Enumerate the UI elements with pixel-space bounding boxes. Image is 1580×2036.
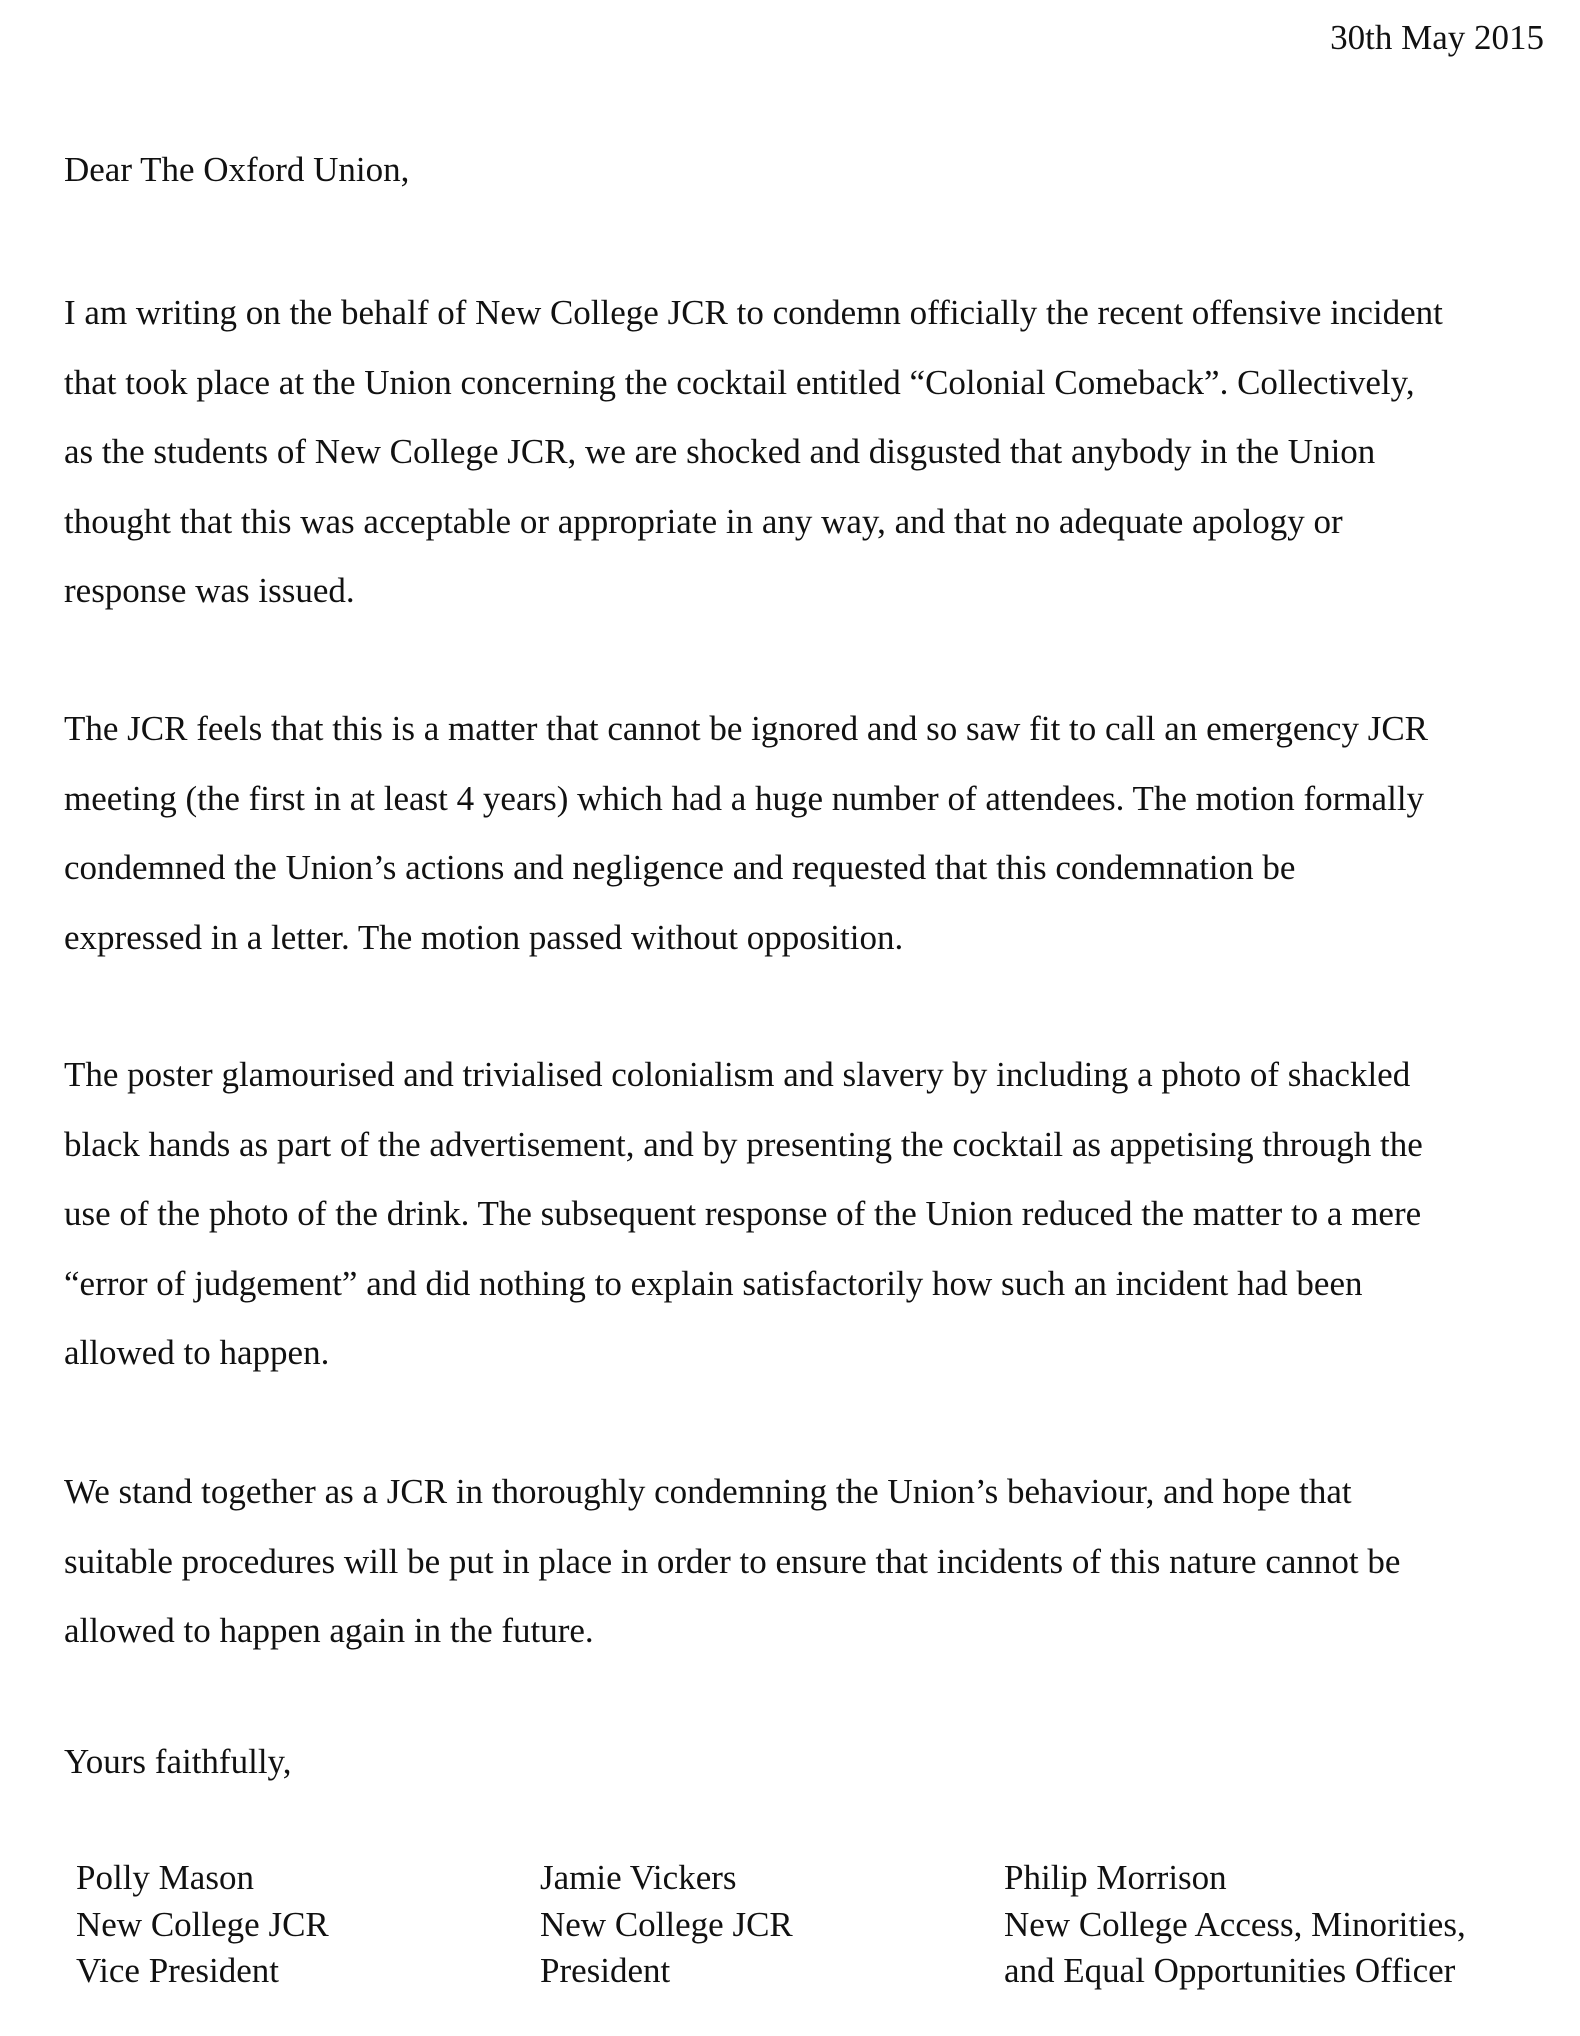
paragraph-line: The poster glamourised and trivialised colonialism and slavery by including a photo of shackled bbox=[64, 1055, 1411, 1094]
paragraph-line: allowed to happen. bbox=[64, 1333, 330, 1372]
paragraph-2 bbox=[64, 694, 1554, 972]
signatory-block bbox=[1004, 1855, 1466, 1995]
paragraph-4 bbox=[64, 1457, 1554, 1666]
paragraph-line: We stand together as a JCR in thoroughly condemning the Union’s behaviour, and hope that bbox=[64, 1472, 1352, 1511]
paragraph-1 bbox=[64, 278, 1554, 626]
paragraph-line: meeting (the first in at least 4 years) which had a huge number of attendees. The motion formally bbox=[64, 778, 1425, 818]
signatory-block bbox=[540, 1855, 793, 1995]
signatory-role: Vice President bbox=[76, 1951, 279, 1990]
paragraph-line: response was issued. bbox=[64, 571, 355, 610]
letter-date: 30th May 2015 bbox=[1330, 18, 1544, 57]
paragraph-line: allowed to happen again in the future. bbox=[64, 1611, 594, 1650]
paragraph-line: condemned the Union’s actions and negligence and requested that this condemnation be bbox=[64, 848, 1296, 887]
signatory-name: Jamie Vickers bbox=[540, 1858, 737, 1897]
paragraph-line: expressed in a letter. The motion passed without opposition. bbox=[64, 917, 904, 957]
paragraph-3 bbox=[64, 1040, 1554, 1388]
signatory-name: Polly Mason bbox=[76, 1858, 254, 1897]
closing: Yours faithfully, bbox=[64, 1742, 292, 1781]
paragraph-line: black hands as part of the advertisement, and by presenting the cocktail as appetising through the bbox=[64, 1124, 1423, 1164]
signatory-block bbox=[76, 1855, 329, 1995]
paragraph-line: I am writing on the behalf of New College JCR to condemn officially the recent offensive incident bbox=[64, 293, 1443, 332]
paragraph-line: “error of judgement” and did nothing to explain satisfactorily how such an incident had been bbox=[64, 1263, 1363, 1303]
paragraph-line: that took place at the Union concerning the cocktail entitled “Colonial Comeback”. Collectively, bbox=[64, 362, 1415, 402]
signatory-name: Philip Morrison bbox=[1004, 1858, 1227, 1897]
signatory-organisation: New College JCR bbox=[76, 1904, 329, 1944]
paragraph-line: thought that this was acceptable or appropriate in any way, and that no adequate apology or bbox=[64, 501, 1343, 541]
signatory-organisation: New College JCR bbox=[540, 1904, 793, 1944]
paragraph-line: as the students of New College JCR, we are shocked and disgusted that anybody in the Union bbox=[64, 432, 1376, 471]
signatory-role: and Equal Opportunities Officer bbox=[1004, 1951, 1456, 1990]
paragraph-line: suitable procedures will be put in place in order to ensure that incidents of this nature cannot be bbox=[64, 1541, 1401, 1581]
signatory-role: President bbox=[540, 1951, 671, 1990]
signatory-organisation: New College Access, Minorities, bbox=[1004, 1904, 1466, 1944]
paragraph-line: use of the photo of the drink. The subsequent response of the Union reduced the matter to a mere bbox=[64, 1194, 1422, 1233]
paragraph-line: The JCR feels that this is a matter that cannot be ignored and so saw fit to call an emergency JCR bbox=[64, 709, 1429, 748]
salutation: Dear The Oxford Union, bbox=[64, 150, 410, 189]
